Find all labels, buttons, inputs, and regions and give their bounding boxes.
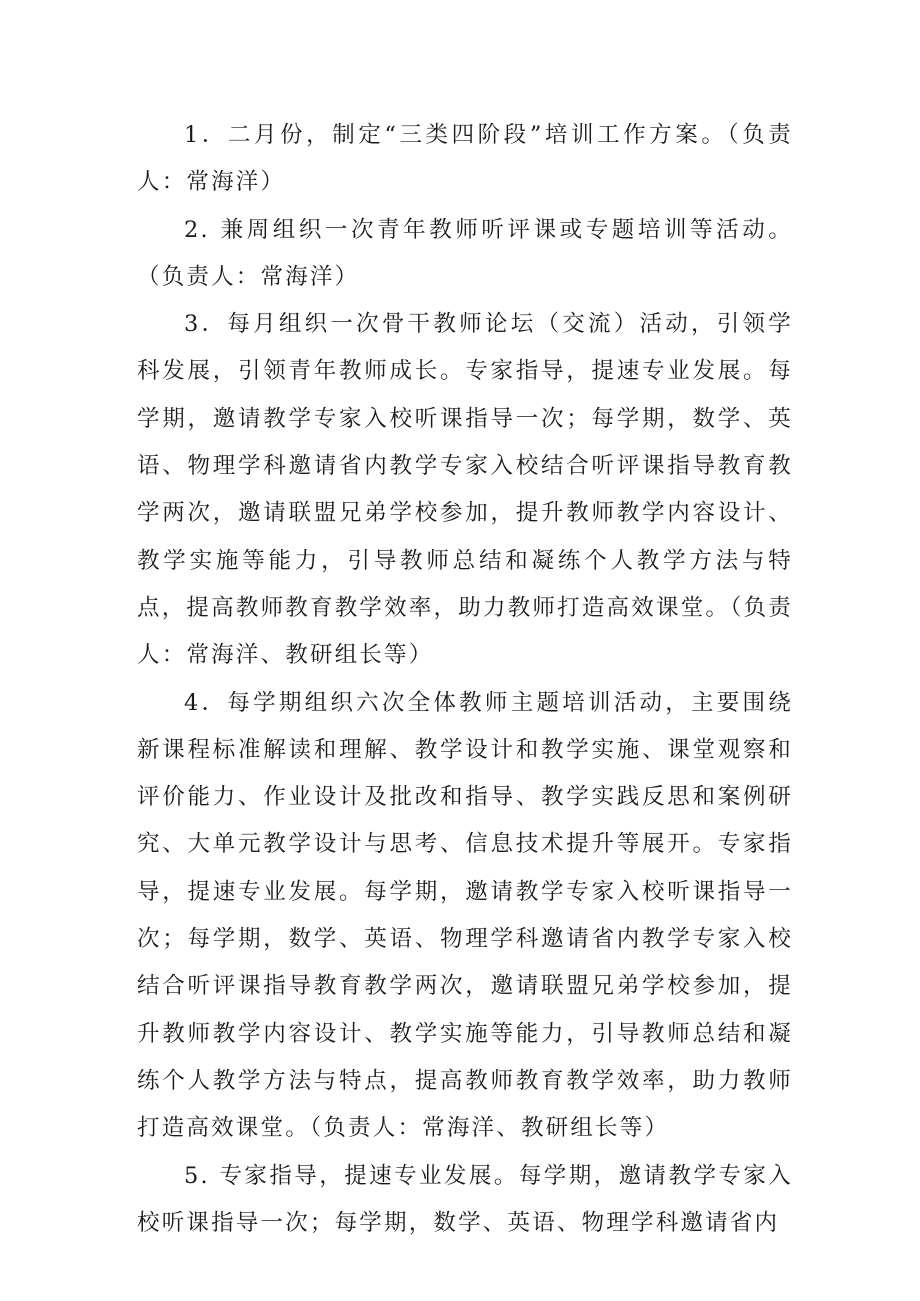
paragraph-4: 4．每学期组织六次全体教师主题培训活动，主要围绕新课程标准解读和理解、教学设计和教学实施、课堂观察和评价能力、作业设计及批改和指导、教学实践反思和案例研究、大单元教学设计与思考、信息技术提升等展开。专家指导，提速专业发展。每学期，邀请教学专家入校听课指导一次；每学期，数学、英语、物理学科邀请省内教学专家入校结合听评课指导教育教学两次，邀请联盟兄弟学校参加，提升教师教学内容设计、教学实施等能力，引导教师总结和凝练个人教学方法与特点，提高教师教育教学效率，助力教师打造高效课堂。（负责人：常海洋、教研组长等） [137,689,793,1142]
paragraph-1: 1．二月份，制定“三类四阶段”培训工作方案。（负责人：常海洋） [137,122,793,196]
paragraph-3: 3．每月组织一次骨干教师论坛（交流）活动，引领学科发展，引领青年教师成长。专家指导，提速专业发展。每学期，邀请教学专家入校听课指导一次；每学期，数学、英语、物理学科邀请省内教学专家入校结合听评课指导教育教学两次，邀请联盟兄弟学校参加，提升教师教学内容设计、教学实施等能力，引导教师总结和凝练个人教学方法与特点，提高教师教育教学效率，助力教师打造高效课堂。（负责人：常海洋、教研组长等） [137,311,793,669]
paragraph-5: 5. 专家指导，提速专业发展。每学期，邀请教学专家入校听课指导一次；每学期，数学、英语、物理学科邀请省内 [137,1162,793,1236]
document-body [137,112,793,1247]
paragraph-2: 2. 兼周组织一次青年教师听评课或专题培训等活动。（负责人：常海洋） [137,216,793,290]
